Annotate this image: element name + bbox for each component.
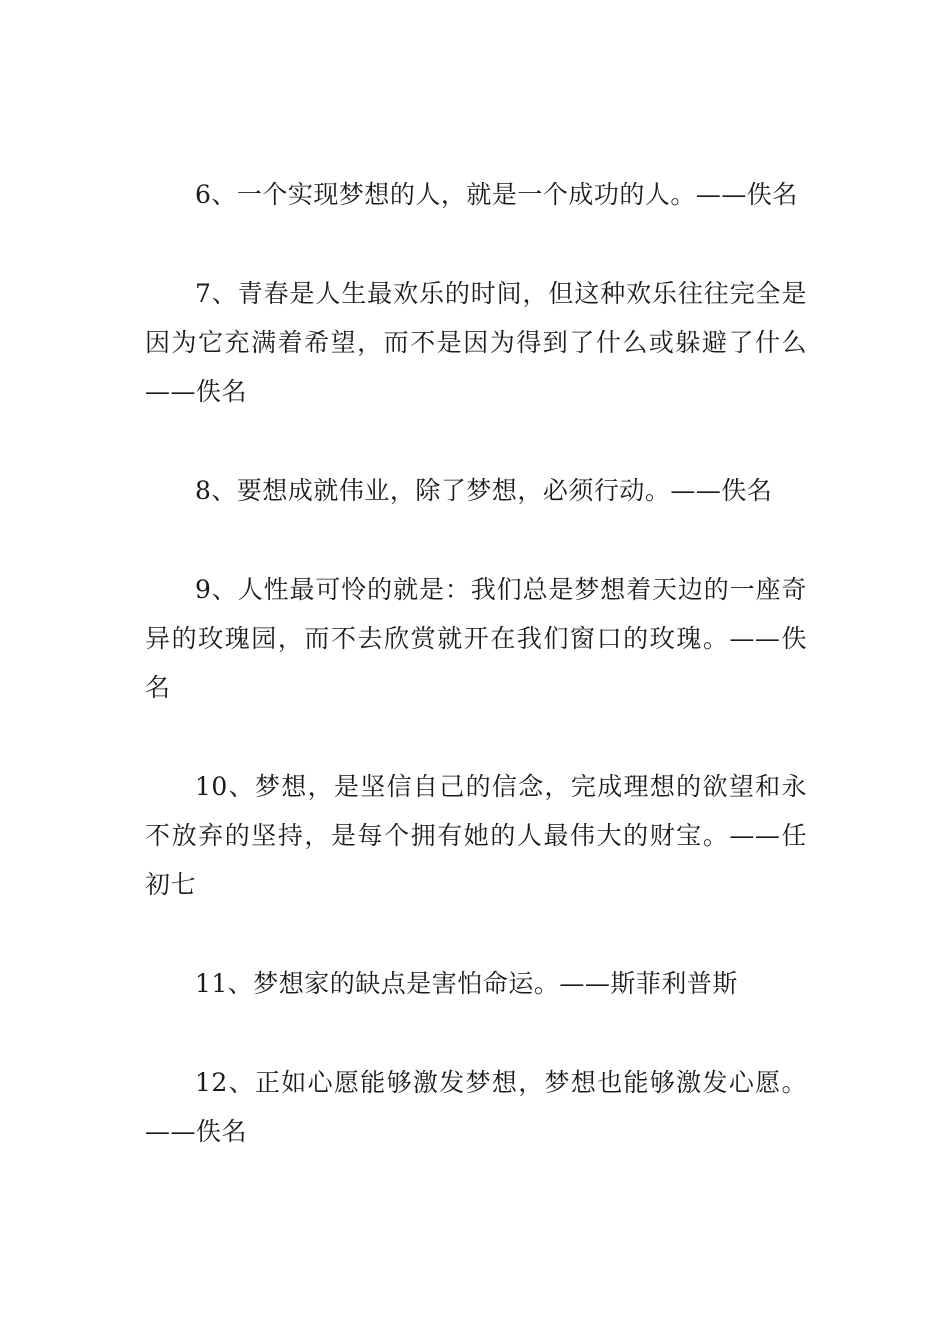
quote-paragraph-12: 12、正如心愿能够激发梦想，梦想也能够激发心愿。——佚名 (145, 1068, 807, 1146)
quote-paragraph-6: 6、一个实现梦想的人，就是一个成功的人。——佚名 (195, 180, 798, 209)
document-body (145, 170, 807, 1206)
quote-paragraph-7: 7、青春是人生最欢乐的时间，但这种欢乐往往完全是因为它充满着希望，而不是因为得到了什么或躲避了什么——佚名 (145, 279, 807, 406)
quote-paragraph-9: 9、人性最可怜的就是：我们总是梦想着天边的一座奇异的玫瑰园，而不去欣赏就开在我们窗口的玫瑰。——佚名 (145, 575, 807, 702)
quote-paragraph-8: 8、要想成就伟业，除了梦想，必须行动。——佚名 (195, 476, 773, 505)
quote-paragraph-10: 10、梦想，是坚信自己的信念，完成理想的欲望和永不放弃的坚持，是每个拥有她的人最伟大的财宝。——任初七 (145, 772, 807, 899)
quote-paragraph-11: 11、梦想家的缺点是害怕命运。——斯菲利普斯 (195, 969, 738, 998)
